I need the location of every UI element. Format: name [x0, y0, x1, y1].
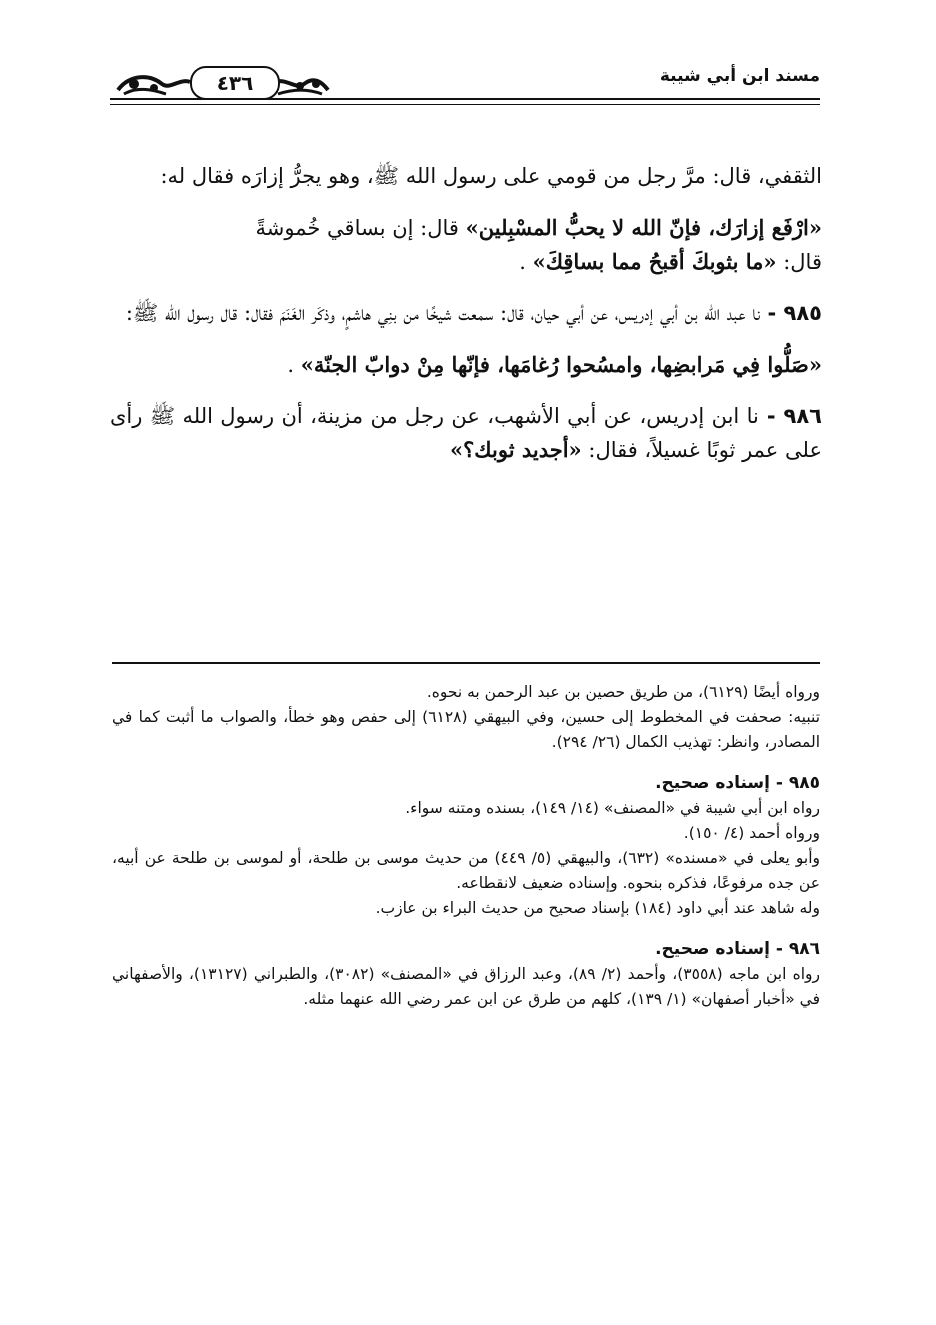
- paragraph-text: قال:: [776, 250, 822, 274]
- paragraph: [110, 348, 822, 382]
- footnote-heading-986: ٩٨٦ - إسناده صحيح.: [655, 939, 820, 959]
- hadith-text: نا ابن إدريس، عن أبي الأشهب، عن رجل من مزينة، أن رسول الله ﷺ رأى على عمر ثوبًا غسيلاً، فقال:: [110, 404, 822, 462]
- footnotes: [112, 680, 820, 1012]
- page-header: [110, 48, 820, 118]
- hadith-number: ٩٨٥ -: [760, 301, 822, 325]
- hadith-quote: «ما بثوبكَ أقبحُ مما بساقِكَ»: [532, 249, 777, 274]
- hadith-number: ٩٨٦ -: [758, 404, 822, 428]
- footnote-divider: [112, 662, 820, 664]
- footnote: وأبو يعلى في «مسنده» (٦٣٢)، والبيهقي (٥/ ٤٤٩) من حديث موسى بن طلحة، أو لموسى بن طلحة عن أبيه، عن جده مرفوعًا، فذكره بنحوه. وإسناده ضعيف لانقطاعه.: [112, 849, 821, 892]
- main-text: [110, 160, 822, 467]
- footnote: رواه ابن ماجه (٣٥٥٨)، وأحمد (٢/ ٨٩)، وعبد الرزاق في «المصنف» (٣٠٨٢)، والطبراني (١٣١٢٧)، والأصفهاني في «أخبار أصفهان» (١/ ١٣٩)، كلهم من طرق عن ابن عمر رضي الله عنهما مثله.: [112, 965, 820, 1008]
- paragraph: [110, 245, 822, 279]
- footnote: ورواه أيضًا (٦١٢٩)، من طريق حصين بن عبد الرحمن به نحوه.: [426, 683, 820, 701]
- hadith-986: [110, 400, 822, 467]
- paragraph: [110, 160, 822, 193]
- paragraph-text: .: [519, 250, 533, 274]
- paragraph-text: .: [287, 353, 301, 377]
- footnote: ورواه أحمد (٤/ ١٥٠).: [683, 824, 820, 842]
- paragraph: [110, 211, 822, 245]
- paragraph-text: قال: إن بساقي خُموشةً: [255, 216, 466, 240]
- hadith-quote: «صَلُّوا فِي مَرابضِها، وامسُحوا رُغامَها، فإنّها مِنْ دوابّ الجنّة»: [300, 352, 822, 377]
- footnote: رواه ابن أبي شيبة في «المصنف» (١٤/ ١٤٩)، بسنده ومتنه سواء.: [405, 799, 820, 817]
- hadith-text: نا عبد الله بن أبي إدريس، عن أبي حيان، قال: سمعت شيخًا من بنِي هاشمٍ، وذكَر الغَنَمَ فقال: قال رسول الله ﷺ:: [125, 301, 761, 325]
- header-rule-thick: [110, 98, 820, 100]
- paragraph-text: الثقفي، قال: مرَّ رجل من قومي على رسول الله ﷺ، وهو يجرُّ إزارَه فقال له:: [160, 164, 822, 188]
- hadith-quote: «أجديد ثوبك؟»: [450, 437, 582, 462]
- footnote: وله شاهد عند أبي داود (١٨٤) بإسناد صحيح من حديث البراء بن عازب.: [375, 899, 820, 917]
- footnote-heading-985: ٩٨٥ - إسناده صحيح.: [655, 773, 820, 793]
- page-number: ٤٣٦: [190, 66, 280, 100]
- hadith-quote: «ارْفَع إزارَك، فإنّ الله لا يحبُّ المسْبِلين»: [465, 215, 822, 240]
- header-rule-thin: [110, 104, 820, 105]
- book-title: مسند ابن أبي شيبة: [659, 66, 820, 86]
- hadith-985: [110, 297, 822, 330]
- footnote: تنبيه: صحفت في المخطوط إلى حسين، وفي البيهقي (٦١٢٨) إلى حفص وهو خطأ، والصواب ما أثبت كما في المصادر، وانظر: تهذيب الكمال (٢٦/ ٢٩٤).: [112, 708, 821, 751]
